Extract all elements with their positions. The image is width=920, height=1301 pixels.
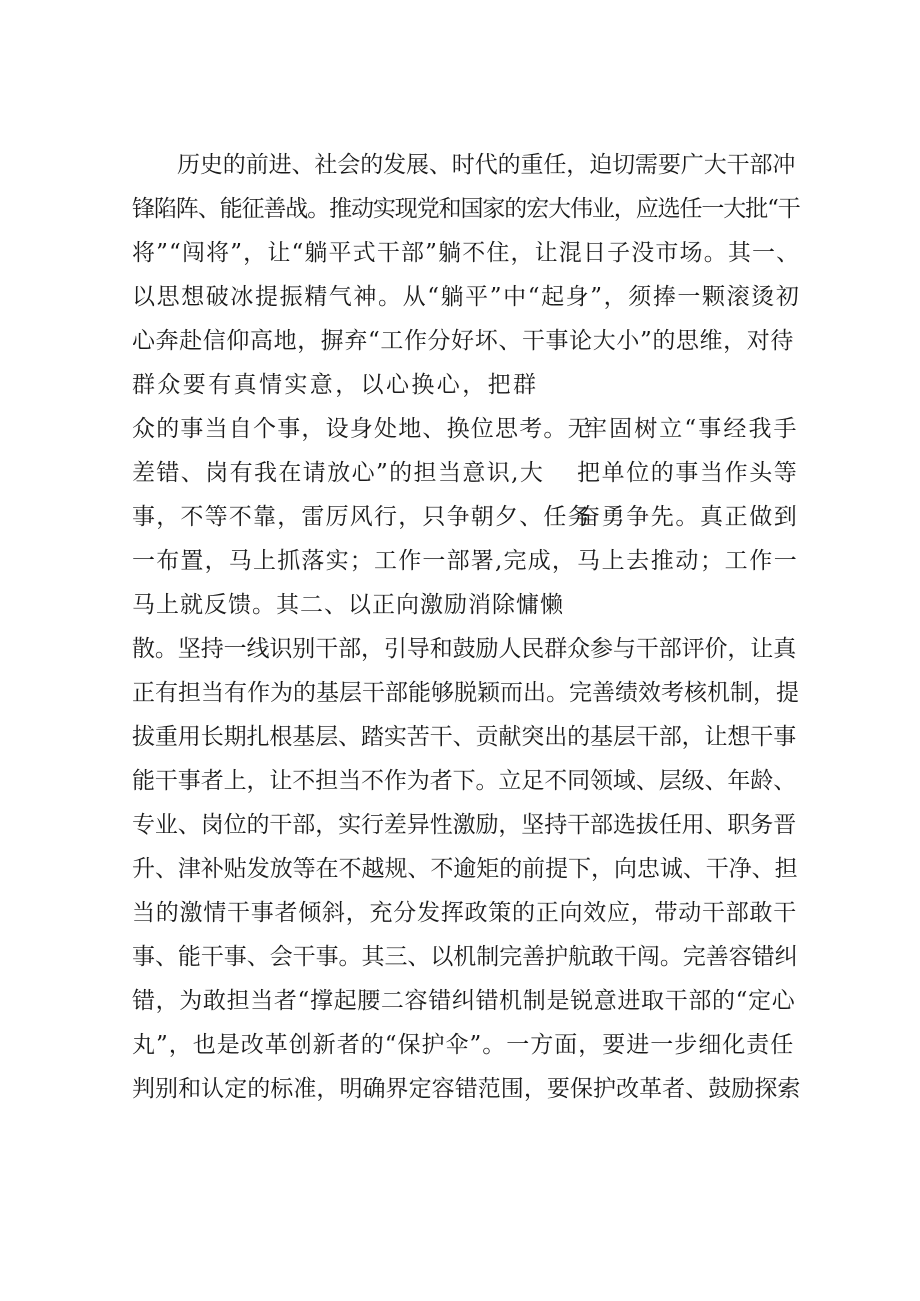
text-line: 众的事当自个事，设身处地、换位思考。无 <box>132 416 592 442</box>
text-line: 正有担当有作为的基层干部能够脱颖而出。完善绩效考核机制，提 <box>132 680 799 706</box>
text-line: 群众要有真情实意，以心换心，把群 <box>132 372 539 398</box>
text-line: 能干事者上，让不担当不作为者下。立足不同领域、层级、年龄、 <box>132 768 797 794</box>
text-line: 以思想破冰提振精气神。从“躺平”中“起身”，须捧一颗滚烫初 <box>132 284 801 310</box>
text-line: 一布置，马上抓落实；工作一部署,完成， <box>132 548 577 574</box>
text-line: 锋陷阵、能征善战。推动实现党和国家的宏大伟业，应选任一大批“干 <box>132 196 800 222</box>
text-line: 马上就反馈。其二、以正向激励消除慵懒 <box>132 592 564 618</box>
text-line: 心奔赴信仰高地，摒弃“工作分好坏、干事论大小”的思维，对待 <box>132 328 794 354</box>
text-line: 把单位的事当作头等 <box>577 460 799 486</box>
text-line: 牢固树立“事经我手 <box>584 416 799 442</box>
text-line: 拔重用长期扎根基层、踏实苦干、贡献突出的基层干部，让想干事 <box>132 724 797 750</box>
text-line: 丸”，也是改革创新者的“保护伞”。一方面，要进一步细化责任 <box>132 1032 795 1058</box>
text-line: 将”“闯将”，让“躺平式干部”躺不住，让混日子没市场。其一、 <box>132 240 801 266</box>
text-line: 历史的前进、社会的发展、时代的重任，迫切需要广大干部冲 <box>177 152 796 178</box>
text-line: 判别和认定的标准，明确界定容错范围，要保护改革者、鼓励探索 <box>132 1076 801 1102</box>
text-line: 专业、岗位的干部，实行差异性激励，坚持干部选拔任用、职务晋 <box>132 812 797 838</box>
text-line: 差错、岗有我在请放心”的担当意识,大 <box>132 460 545 486</box>
text-line: 马上去推动；工作一 <box>577 548 799 574</box>
text-line: 升、津补贴发放等在不越规、不逾矩的前提下，向忠诚、干净、担 <box>132 856 798 882</box>
text-line: 事，不等不靠，雷厉风行，只争朝夕、任务 <box>132 504 592 530</box>
text-line: 当的激情干事者倾斜，充分发挥政策的正向效应，带动干部敢干 <box>132 900 797 926</box>
text-line: 事、能干事、会干事。其三、以机制完善护航敢干闯。完善容错纠 <box>132 944 798 970</box>
text-line: 散。坚持一线识别干部，引导和鼓励人民群众参与干部评价，让真 <box>132 636 797 662</box>
text-line: 奋勇争先。真正做到 <box>577 504 799 530</box>
text-line: 错，为敢担当者“撑起腰二容错纠错机制是锐意进取干部的“定心 <box>132 988 796 1014</box>
